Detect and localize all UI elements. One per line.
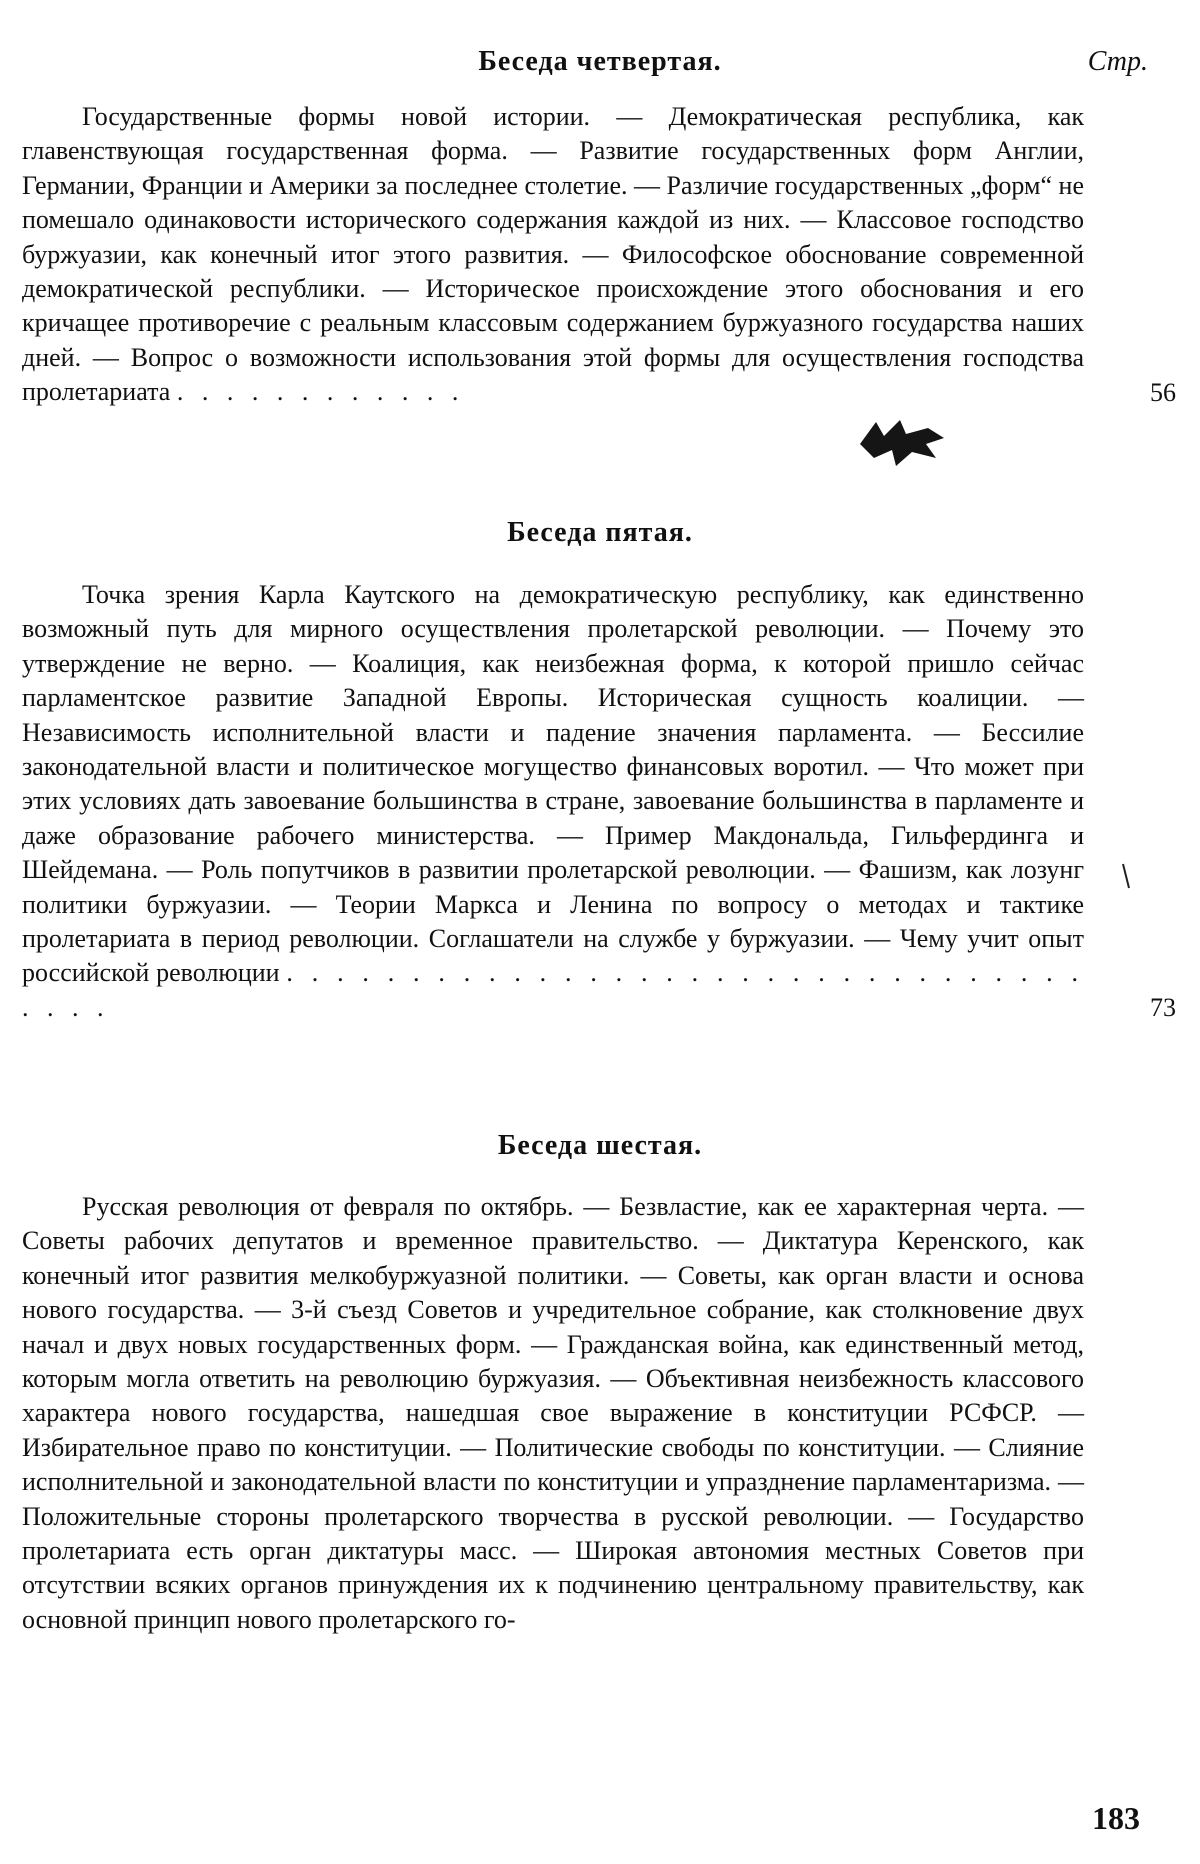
section-5-text: Точка зрения Карла Каутского на демократическую республику, как единственно возможный путь для мирного осуществления пролетарской революции. — Почему это утверждение не верно. — Коалиция, как неизбежная форма, к которой пришло сейчас парламентское развитие Западной Европы. Историческая сущность коалиции. — Независимость исполнительной власти и падение значения парламента. — Бессилие законодательной власти и политическое могущество финансовых воротил. — Что может при этих условиях дать завоевание большинства в стране, завоевание большинства в парламенте и даже образование рабочего министерства. — Пример Макдональда, Гильфердинга и Шейдемана. — Роль попутчиков в развитии пролетарской революции. — Фашизм, как лозунг политики буржуазии. — Теории Маркса и Ленина по вопросу о методах и тактике пролетариата в период революции. Соглашатели на службе у буржуазии. — Чему учит опыт российской революции <box>22 580 1084 988</box>
page-column-label: Стр. <box>1087 46 1148 77</box>
section-4-body <box>22 100 1084 410</box>
section-5 <box>22 578 1176 1025</box>
page-number: 183 <box>1092 1800 1140 1836</box>
section-6 <box>22 1190 1084 1637</box>
section-heading-6: Беседа шестая. <box>497 1130 703 1161</box>
header-row <box>0 46 1200 86</box>
section-heading-4: Беседа четвертая. <box>478 46 722 77</box>
section-heading-5: Беседа пятая. <box>507 517 693 548</box>
section-5-body <box>22 578 1084 1025</box>
margin-stroke-mark <box>1120 862 1132 892</box>
section-6-body: Русская революция от февраля по октябрь. — Безвластие, как ее характерная черта. — Советы рабочих депутатов и временное правительство. — Диктатура Керенского, как конечный итог развития мелкобуржуазной политики. — Советы, как орган власти и основа нового государства. — 3-й съезд Советов и учредительное собрание, как столкновение двух начал и двух новых государственных форм. — Гражданская война, как единственный метод, которым могла ответить на революцию буржуазия. — Объективная неизбежность классового характера нового государства, нашедшая свое выражение в конституции РСФСР. — Избирательное право по конституции. — Политические свободы по конституции. — Слияние исполнительной и законодательной власти по конституции и упразднение парламентаризма. — Положительные стороны пролетарского творчества в русской революции. — Государство пролетариата есть орган диктатуры масс. — Широкая автономия местных Советов при отсутствии всяких органов принуждения их к подчинению центральному правительству, как основной принцип нового пролетарского го- <box>22 1192 1084 1634</box>
section-4-text: Государственные формы новой истории. — Демократическая республика, как главенствующая государственная форма. — Развитие государственных форм Англии, Германии, Франции и Америки за последнее столетие. — Различие государственных „форм“ не помешало одинаковости исторического содержания каждой из них. — Классовое господство буржуазии, как конечный итог этого развития. — Философское обоснование современной демократической республики. — Историческое происхождение этого обоснования и его кричащее противоречие с реальным классовым содержанием буржуазного государства наших дней. — Вопрос о возможности использования этой формы для осуществления господства пролетариата <box>22 102 1084 407</box>
ink-blot-mark <box>856 414 948 470</box>
section-5-page: 73 <box>1150 993 1176 1023</box>
section-4-page: 56 <box>1150 377 1176 407</box>
section-4 <box>22 100 1176 410</box>
section-4-leader: . . . . . . . . . . . . <box>176 377 465 407</box>
section-5-leader: . . . . . . . . . . . . . . . . . . . . . . . . . . . . . . . . . . . . <box>22 958 1085 1022</box>
